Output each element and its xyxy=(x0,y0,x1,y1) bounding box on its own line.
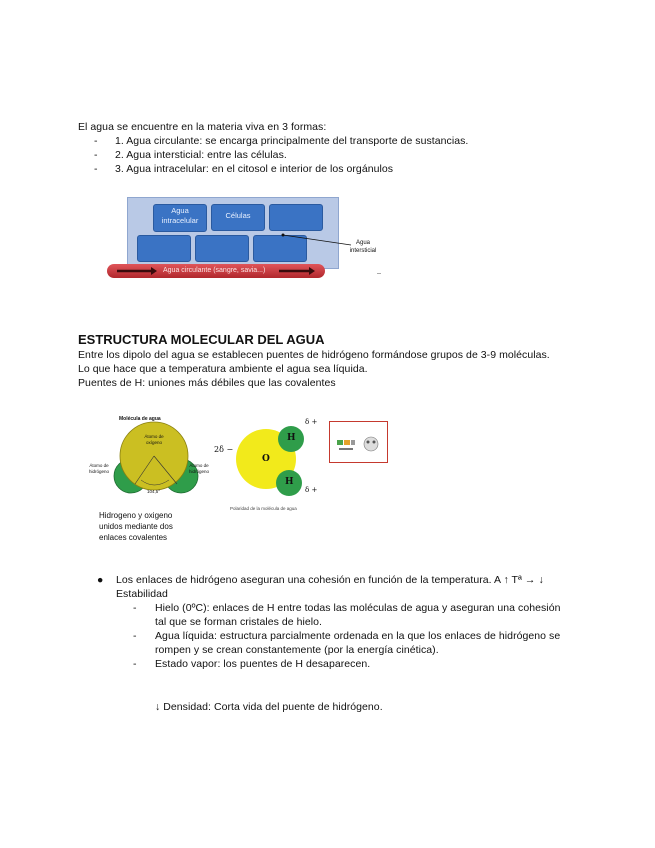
list-item-text: 2. Agua intersticial: entre las células. xyxy=(115,149,287,161)
sub-dash: - xyxy=(133,602,137,614)
list-item: - 1. Agua circulante: se encarga principalmente del transporte de sustancias. xyxy=(94,135,469,147)
hydrogen-symbol: H xyxy=(285,477,294,487)
sub-dash: - xyxy=(133,630,137,642)
polarity-caption: Polaridad de la molécula de agua xyxy=(230,506,297,511)
polarity-figure xyxy=(212,414,324,518)
paragraph-line: Lo que hace que a temperatura ambiente el agua sea líquida. xyxy=(78,363,368,375)
caption-line: unidos mediante dos xyxy=(99,522,173,531)
interstitial-label: Agua intersticial xyxy=(349,240,377,254)
intro-line: El agua se encuentre en la materia viva en 3 formas: xyxy=(78,121,327,133)
paragraph-line: Entre los dipolo del agua se establecen puentes de hidrógeno formándose grupos de 3-9 moléculas. xyxy=(78,349,550,361)
sub-line: tal que se forman cristales de hielo. xyxy=(155,616,323,628)
section-title: ESTRUCTURA MOLECULAR DEL AGUA xyxy=(78,332,325,347)
sub-line: Estado vapor: los puentes de H desaparecen. xyxy=(155,658,371,670)
hydrogen-right-label: Átomo de hidrógeno xyxy=(188,463,210,474)
molecule-caption xyxy=(99,510,173,543)
bullet-line: Los enlaces de hidrógeno aseguran una cohesión en función de la temperatura. A ↑ Tª → ↓ xyxy=(116,574,544,586)
hydrogen-left-label: Átomo de hidrógeno xyxy=(88,463,110,474)
vessel-label: Agua circulante (sangre, savia...) xyxy=(163,267,266,274)
bullet-dot: ● xyxy=(97,574,104,586)
water-molecule-figure xyxy=(85,414,215,544)
delta-plus-bottom: δ + xyxy=(305,486,318,494)
density-note: ↓ Densidad: Corta vida del puente de hidrógeno. xyxy=(155,701,383,713)
dipole-thumbnail xyxy=(329,421,388,463)
sub-dash: - xyxy=(133,658,137,670)
bullet-line: Estabilidad xyxy=(116,588,168,600)
caption-line: enlaces covalentes xyxy=(99,533,168,542)
cell-label: Células xyxy=(225,211,251,220)
sub-line: rompen y se crean constantemente (por la energía cinética). xyxy=(155,644,439,656)
oxygen-label: Átomo de oxígeno xyxy=(144,434,164,445)
list-item-text: 3. Agua intracelular: en el citosol e interior de los orgánulos xyxy=(115,163,394,175)
angle-label: 104,5° xyxy=(147,489,161,494)
divider xyxy=(377,273,381,274)
list-item: - 3. Agua intracelular: en el citosol e interior de los orgánulos xyxy=(94,163,394,175)
water-forms-figure xyxy=(103,193,393,283)
dipole-icon xyxy=(330,422,387,462)
sub-line: Agua líquida: estructura parcialmente ordenada en la que los enlaces de hidrógeno se xyxy=(155,630,561,642)
paragraph-line: Puentes de H: uniones más débiles que las covalentes xyxy=(78,377,336,389)
hydrogen-symbol: H xyxy=(287,433,296,443)
sub-line: Hielo (0ºC): enlaces de H entre todas las moléculas de agua y aseguran una cohesión xyxy=(155,602,561,614)
cell-label: Agua intracelular xyxy=(161,206,199,225)
oxygen-symbol: O xyxy=(262,454,270,464)
list-item: - 2. Agua intersticial: entre las células. xyxy=(94,149,287,161)
delta-plus-top: δ + xyxy=(305,418,318,426)
delta-minus-label: 2δ − xyxy=(214,445,234,454)
list-item-text: 1. Agua circulante: se encarga principalmente del transporte de sustancias. xyxy=(115,135,469,147)
molecule-title: Molécula de agua xyxy=(119,416,161,422)
caption-line: Hidrogeno y oxigeno xyxy=(99,511,173,520)
